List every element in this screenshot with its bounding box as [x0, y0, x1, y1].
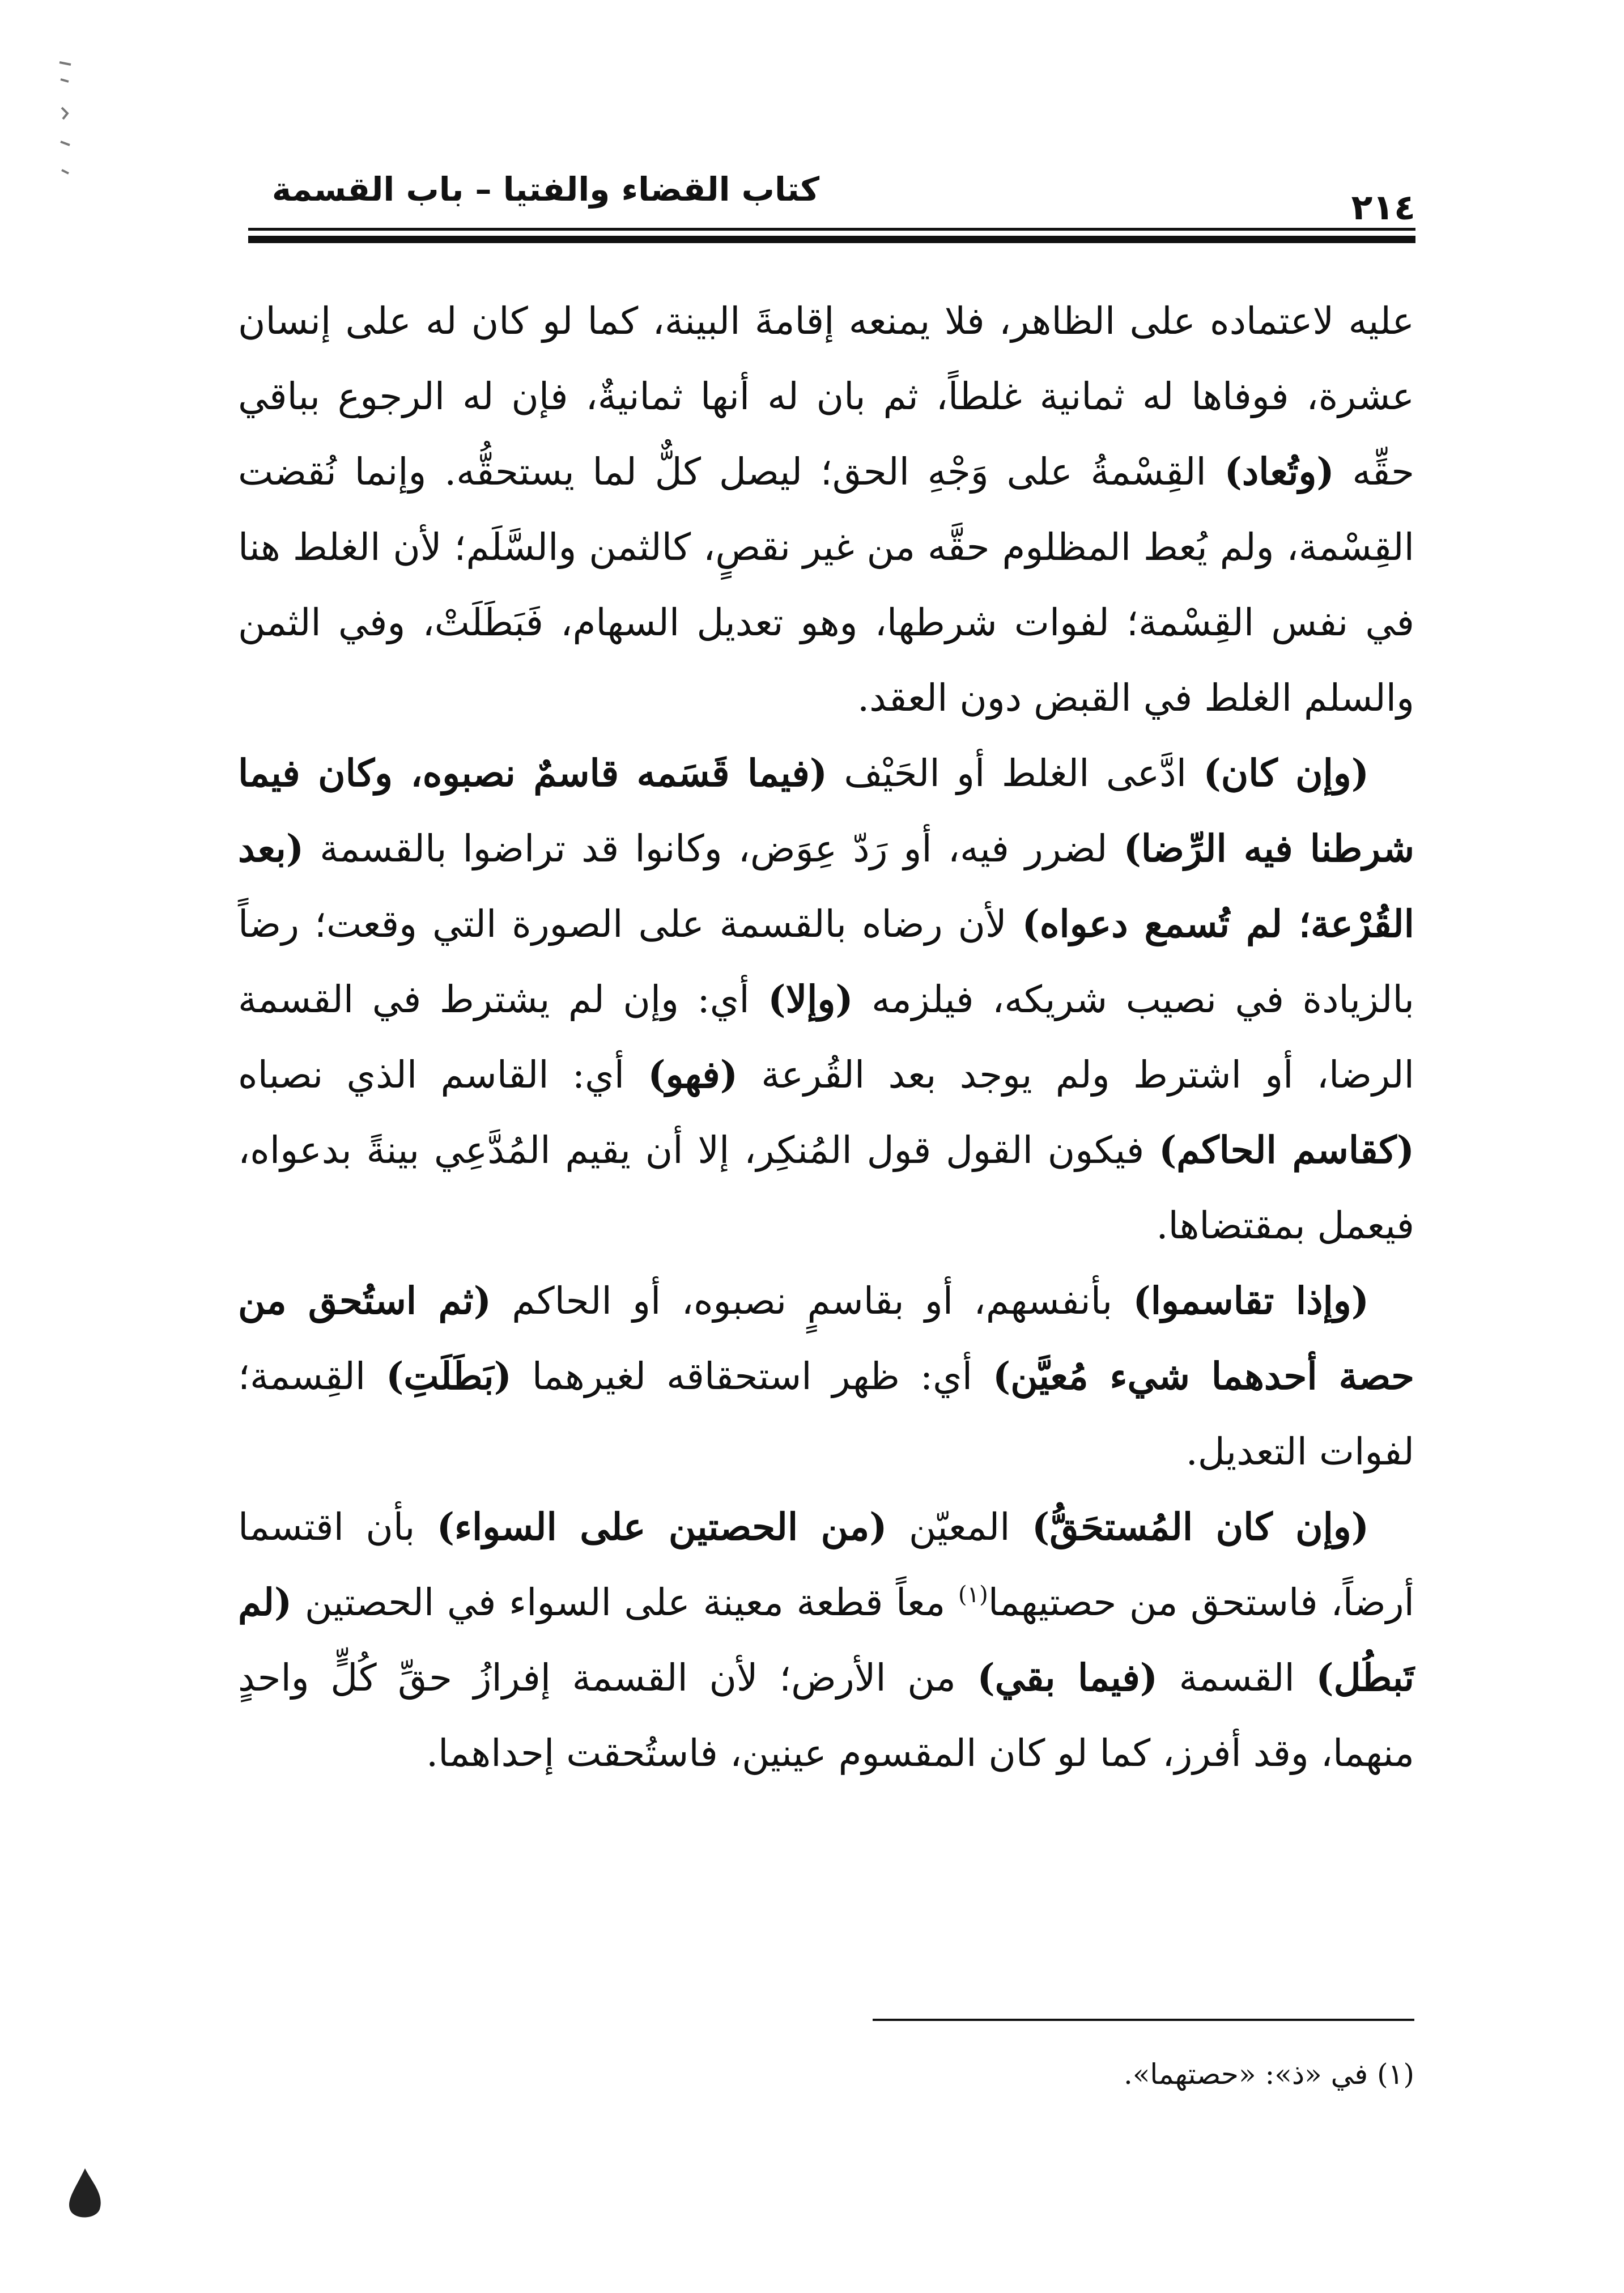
footnote-marker: (١) — [958, 1582, 988, 1608]
bold-text-run: (بعد القُرْعة؛ لم تُسمع دعواه) — [238, 826, 1414, 946]
footnote-separator — [873, 2019, 1414, 2021]
bold-text-run: (وإن كان المُستحَقُّ) — [1031, 1505, 1370, 1549]
body-text — [238, 283, 1414, 1791]
text-run: لأن رضاه بالقسمة على الصورة التي وقعت؛ رضاً بالزيادة في نصيب شريكه، فيلزمه — [238, 902, 1414, 1021]
text-run: لضرر فيه، أو رَدّ عِوَض، وكانوا قد تراضوا بالقسمة — [304, 827, 1124, 871]
bold-text-run: (كقاسم الحاكم) — [1159, 1128, 1414, 1172]
footnote: (١) في «ذ»: «حصتهما». — [1123, 2058, 1414, 2091]
text-run: القِسْمةُ على وَجْهِ الحق؛ ليصل كلٌّ لما يستحقُّه. وإنما نُقضت القِسْمة، ولم يُعط المظلوم حقَّه من غير نقصٍ، كالثمن والسَّلَم؛ لأن الغلط هنا في نفس القِسْمة؛ لفوات شرطها، وهو تعديل السهام، فَبَطَلَتْ، وفي الثمن والسلم الغلط في القبض دون العقد. — [238, 450, 1414, 720]
text-run: أي: القاسم الذي نصباه — [238, 1053, 648, 1097]
bold-text-run: (وإلا) — [768, 977, 853, 1021]
bold-text-run: (لم تَبطُل) — [238, 1580, 1414, 1700]
text-run: بأن اقتسما أرضاً، فاستحق من حصتيهما — [238, 1505, 1414, 1624]
text-run: القسمة — [1157, 1656, 1316, 1700]
text-run: عليه لاعتماده على الظاهر، فلا يمنعه إقامةَ البينة، كما لو كان له على إنسان عشرة، فوفاها له ثمانية غلطاً، ثم بان له أنها ثمانيةٌ، فإن له الرجوع بباقي حقِّه — [238, 299, 1414, 494]
bold-text-run: (وتُعاد) — [1224, 449, 1334, 494]
text-run: من الأرض؛ لأن القسمة إفرازُ حقِّ كُلٍّ واحدٍ منهما، وقد أفرز، كما لو كان المقسوم عينين، فاستُحقت إحداهما. — [238, 1656, 1414, 1775]
paragraph-p2 — [238, 736, 1414, 1263]
text-run: القِسمة؛ لفوات التعديل. — [238, 1354, 1414, 1474]
bold-text-run: (وإن كان) — [1203, 751, 1370, 795]
paragraph-p4 — [238, 1489, 1414, 1791]
bold-text-run: (فيما بقي) — [977, 1655, 1158, 1700]
text-run: ادَّعى الغلط أو الحَيْف — [827, 751, 1204, 795]
text-run: بأنفسهم، أو بقاسمٍ نصبوه، أو الحاكم — [491, 1279, 1133, 1323]
text-run: المعيّن — [887, 1505, 1032, 1549]
scan-corner-blot-icon — [62, 2165, 108, 2222]
text-run: فيكون القول قول المُنكِر، إلا أن يقيم المُدَّعِي بينةً بدعواه، فيعمل بمقتضاها. — [238, 1128, 1414, 1247]
bold-text-run: (وإذا تقاسموا) — [1133, 1279, 1369, 1323]
header-rule-thin — [248, 228, 1415, 231]
bold-text-run: (من الحصتين على السواء) — [436, 1505, 887, 1549]
bold-text-run: (بَطَلَتِ) — [386, 1354, 512, 1398]
scan-edge-mark-icon — [54, 57, 76, 204]
text-run: معاً قطعة معينة على السواء في الحصتين — [292, 1581, 959, 1624]
header-rule-thick — [248, 236, 1415, 243]
bold-text-run: (فيما قَسَمه قاسمٌ نصبوه، وكان فيما شرطنا فيه الرِّضا) — [238, 751, 1414, 871]
paragraph-p3 — [238, 1263, 1414, 1489]
page-number: ٢١٤ — [1351, 186, 1415, 228]
running-title: كتاب القضاء والفتيا – باب القسمة — [271, 170, 820, 209]
paragraph-p1 — [238, 283, 1414, 736]
bold-text-run: (فهو) — [648, 1052, 738, 1097]
bold-text-run: (ثم استُحق من حصة أحدهما شيء مُعيَّن) — [238, 1279, 1415, 1398]
page-header — [248, 159, 1415, 244]
text-run: أي: ظهر استحقاقه لغيرهما — [511, 1354, 993, 1398]
text-run: أي: وإن لم يشترط في القسمة الرضا، أو اشترط ولم يوجد بعد القُرعة — [238, 978, 1414, 1097]
